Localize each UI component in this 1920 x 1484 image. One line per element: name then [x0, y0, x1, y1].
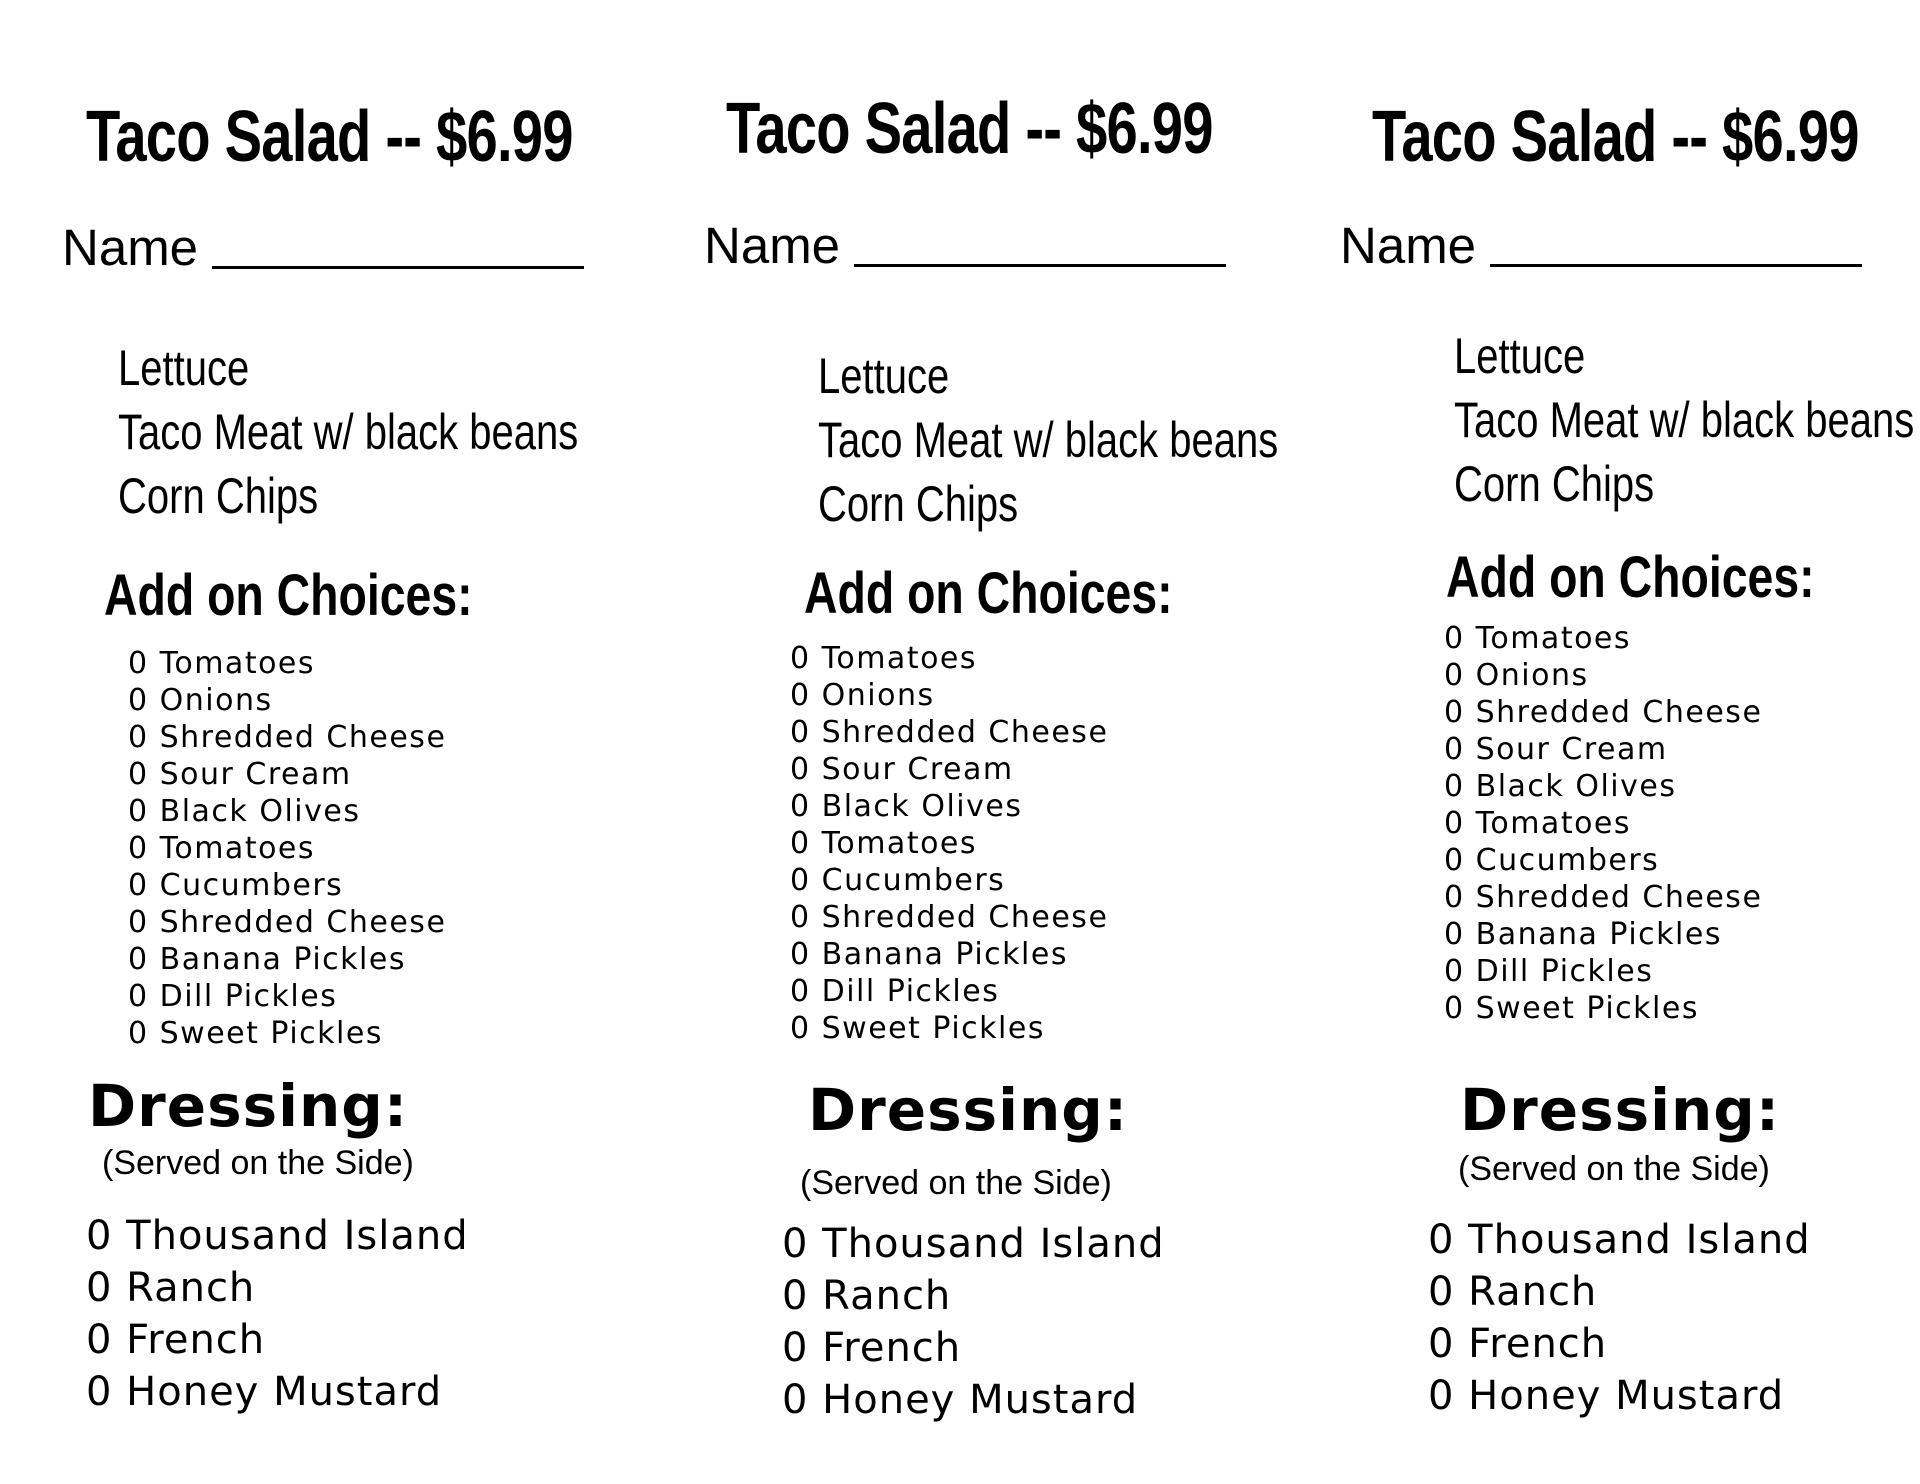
dressing-option[interactable]: 0 Thousand Island — [1428, 1217, 1811, 1263]
addon-option[interactable]: 0 Shredded Cheese — [1444, 695, 1763, 730]
name-row — [704, 216, 1226, 275]
dressing-options-list — [86, 1210, 469, 1418]
addon-option[interactable]: 0 Black Olives — [128, 794, 361, 829]
addon-option[interactable]: 0 Black Olives — [1444, 769, 1677, 804]
addon-option[interactable]: 0 Tomatoes — [128, 831, 316, 866]
addon-option[interactable]: 0 Cucumbers — [128, 868, 344, 903]
addon-option[interactable]: 0 Onions — [128, 683, 273, 718]
name-label: Name — [704, 217, 841, 274]
addon-option[interactable]: 0 Banana Pickles — [1444, 917, 1722, 952]
base-item: Corn Chips — [118, 468, 319, 524]
base-item: Lettuce — [1454, 328, 1586, 384]
dressing-note: (Served on the Side) — [1458, 1150, 1770, 1188]
card-title: Taco Salad -- $6.99 — [1372, 97, 1859, 177]
addon-option[interactable]: 0 Black Olives — [790, 789, 1023, 824]
addon-option[interactable]: 0 Tomatoes — [790, 826, 978, 861]
addon-option[interactable]: 0 Onions — [790, 678, 935, 713]
card-title: Taco Salad -- $6.99 — [86, 97, 573, 177]
order-card-3 — [1280, 0, 1920, 1484]
addon-option[interactable]: 0 Cucumbers — [790, 863, 1006, 898]
name-blank-line[interactable] — [854, 264, 1226, 267]
dressing-option[interactable]: 0 French — [1428, 1321, 1608, 1367]
addon-option[interactable]: 0 Tomatoes — [1444, 621, 1632, 656]
addon-option[interactable]: 0 Sour Cream — [790, 752, 1014, 787]
addon-options-list — [128, 645, 446, 1052]
addon-options-list — [790, 640, 1108, 1047]
addon-option[interactable]: 0 Cucumbers — [1444, 843, 1660, 878]
addon-option[interactable]: 0 Sour Cream — [128, 757, 352, 792]
dressing-options-list — [782, 1218, 1165, 1426]
addon-option[interactable]: 0 Tomatoes — [790, 641, 978, 676]
dressing-option[interactable]: 0 Honey Mustard — [86, 1369, 443, 1415]
dressing-heading: Dressing: — [808, 1076, 1129, 1144]
base-item: Corn Chips — [818, 476, 1019, 532]
addon-option[interactable]: 0 Tomatoes — [128, 646, 316, 681]
addon-options-list — [1444, 620, 1762, 1027]
name-label: Name — [62, 219, 199, 276]
addon-option[interactable]: 0 Tomatoes — [1444, 806, 1632, 841]
dressing-option[interactable]: 0 French — [782, 1325, 962, 1371]
base-item: Lettuce — [818, 348, 950, 404]
order-card-1 — [0, 0, 640, 1484]
dressing-option[interactable]: 0 Honey Mustard — [1428, 1373, 1785, 1419]
addon-heading: Add on Choices: — [104, 563, 473, 628]
addon-option[interactable]: 0 Sweet Pickles — [128, 1016, 383, 1051]
addon-option[interactable]: 0 Shredded Cheese — [128, 720, 447, 755]
addon-option[interactable]: 0 Onions — [1444, 658, 1589, 693]
dressing-heading: Dressing: — [88, 1072, 409, 1140]
dressing-note: (Served on the Side) — [800, 1164, 1112, 1202]
base-item: Taco Meat w/ black beans — [818, 412, 1279, 468]
base-item: Lettuce — [118, 340, 250, 396]
addon-heading: Add on Choices: — [804, 561, 1173, 626]
dressing-option[interactable]: 0 Ranch — [1428, 1269, 1598, 1315]
addon-option[interactable]: 0 Sour Cream — [1444, 732, 1668, 767]
addon-option[interactable]: 0 Banana Pickles — [128, 942, 406, 977]
addon-option[interactable]: 0 Sweet Pickles — [790, 1011, 1045, 1046]
base-item: Corn Chips — [1454, 456, 1655, 512]
addon-option[interactable]: 0 Shredded Cheese — [790, 715, 1109, 750]
addon-option[interactable]: 0 Shredded Cheese — [1444, 880, 1763, 915]
addon-option[interactable]: 0 Shredded Cheese — [790, 900, 1109, 935]
name-row — [1340, 216, 1862, 275]
dressing-option[interactable]: 0 Thousand Island — [86, 1213, 469, 1259]
order-card-2 — [640, 0, 1280, 1484]
dressing-heading: Dressing: — [1460, 1076, 1781, 1144]
dressing-option[interactable]: 0 Honey Mustard — [782, 1377, 1139, 1423]
dressing-option[interactable]: 0 Thousand Island — [782, 1221, 1165, 1267]
base-items-list — [118, 336, 693, 528]
base-item: Taco Meat w/ black beans — [118, 404, 579, 460]
addon-option[interactable]: 0 Banana Pickles — [790, 937, 1068, 972]
dressing-options-list — [1428, 1214, 1811, 1422]
name-label: Name — [1340, 217, 1477, 274]
addon-option[interactable]: 0 Dill Pickles — [128, 979, 338, 1014]
addon-option[interactable]: 0 Dill Pickles — [1444, 954, 1654, 989]
base-items-list — [1454, 324, 1920, 516]
addon-option[interactable]: 0 Shredded Cheese — [128, 905, 447, 940]
dressing-note: (Served on the Side) — [102, 1144, 414, 1182]
addon-heading: Add on Choices: — [1446, 545, 1815, 610]
name-blank-line[interactable] — [1490, 264, 1862, 267]
name-blank-line[interactable] — [212, 266, 584, 269]
addon-option[interactable]: 0 Sweet Pickles — [1444, 991, 1699, 1026]
dressing-option[interactable]: 0 Ranch — [782, 1273, 952, 1319]
dressing-option[interactable]: 0 Ranch — [86, 1265, 256, 1311]
name-row — [62, 218, 584, 277]
card-title: Taco Salad -- $6.99 — [726, 89, 1213, 169]
base-item: Taco Meat w/ black beans — [1454, 392, 1915, 448]
dressing-option[interactable]: 0 French — [86, 1317, 266, 1363]
addon-option[interactable]: 0 Dill Pickles — [790, 974, 1000, 1009]
